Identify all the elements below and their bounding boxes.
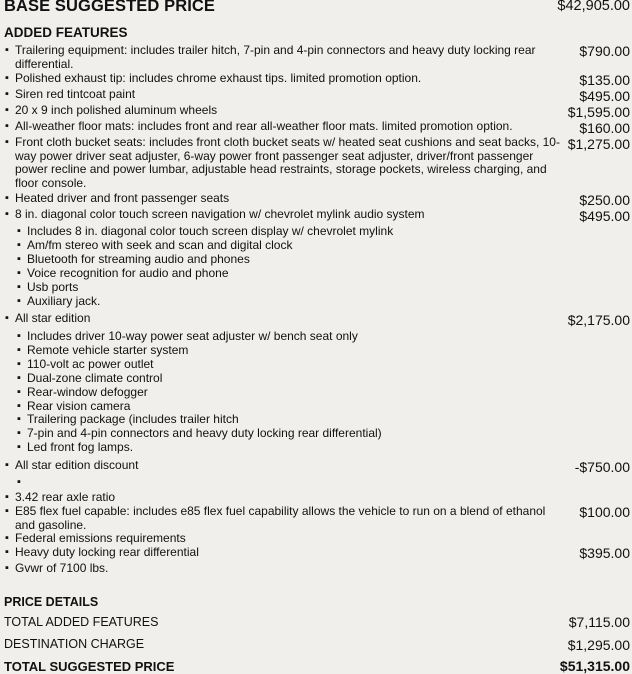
list-item [5,120,561,134]
sub-feature-text: 7-pin and 4-pin connectors and heavy duty locking rear differential) [27,426,382,440]
bullet-icon: ▪ [17,386,21,398]
sub-list-item [17,253,557,267]
feature-text: Polished exhaust tip: includes chrome exhaust tips. limited promotion option. [15,71,422,85]
sub-feature-text: Rear vision camera [27,399,131,413]
feature-text: 8 in. diagonal color touch screen navigation w/ chevrolet mylink audio system [15,207,425,221]
bullet-icon: ▪ [17,427,21,439]
total-added-features-value: $7,115.00 [568,614,630,630]
sub-list-item [17,267,557,281]
list-item [5,104,561,118]
feature-price: $160.00 [579,120,630,136]
bullet-icon: ▪ [5,546,9,558]
bullet-icon: ▪ [5,312,9,324]
base-price-title: BASE SUGGESTED PRICE [4,0,216,15]
sub-feature-text: Includes 8 in. diagonal color touch screen display w/ chevrolet mylink [27,224,394,238]
bullet-icon: ▪ [5,192,9,204]
list-item [5,532,561,546]
bullet-icon: ▪ [5,505,9,517]
sub-list-item [17,330,557,344]
sub-feature-text: Voice recognition for audio and phone [27,266,229,280]
feature-price: $2,175.00 [567,312,630,328]
bullet-icon: ▪ [5,208,9,220]
bullet-icon: ▪ [5,88,9,100]
bullet-icon: ▪ [17,330,21,342]
sub-list-item [17,413,557,427]
feature-text: Heavy duty locking rear differential [15,545,199,559]
sub-feature-text: Trailering package (includes trailer hitch [27,412,239,426]
list-item [5,44,561,71]
bullet-icon: ▪ [5,491,9,503]
total-suggested-price-value: $51,315.00 [559,658,630,674]
feature-text: E85 flex fuel capable: includes e85 flex fuel capability allows the vehicle to run on a blend of ethanol and gasoline. [15,504,546,532]
sub-feature-text: Bluetooth for streaming audio and phones [27,252,250,266]
sub-feature-text: Auxiliary jack. [27,294,101,308]
sub-feature-text: Usb ports [27,280,79,294]
bullet-icon: ▪ [5,136,9,148]
total-added-features-label: TOTAL ADDED FEATURES [4,615,159,629]
bullet-icon: ▪ [5,562,9,574]
feature-text: Siren red tintcoat paint [15,87,136,101]
sub-list-item [17,427,557,441]
list-item [5,505,561,532]
added-features-heading: ADDED FEATURES [4,25,128,40]
feature-price: $395.00 [579,545,630,561]
feature-price: $100.00 [579,504,630,520]
feature-price: $135.00 [579,72,630,88]
bullet-icon: ▪ [17,267,21,279]
sub-feature-text: 110-volt ac power outlet [27,357,154,371]
feature-price: $790.00 [579,43,630,59]
bullet-icon: ▪ [17,372,21,384]
sub-feature-text: Remote vehicle starter system [27,343,189,357]
sub-list-item [17,225,557,239]
list-item [5,192,561,206]
list-item [5,208,561,222]
feature-price: $1,595.00 [567,104,630,120]
bullet-icon: ▪ [17,253,21,265]
bullet-icon: ▪ [5,459,9,471]
feature-price: -$750.00 [574,459,630,475]
feature-text: 20 x 9 inch polished aluminum wheels [15,103,218,117]
list-item [5,136,561,190]
sub-feature-text: Led front fog lamps. [27,440,134,454]
bullet-icon: ▪ [17,239,21,251]
sub-feature-text: Dual-zone climate control [27,371,163,385]
bullet-icon: ▪ [17,281,21,293]
feature-text: Front cloth bucket seats: includes front cloth bucket seats w/ heated seat cushions and seat backs, 10-way power driver seat adjuster, 6-way power front passenger seat adjuster, driver/front passenger power recline and power lumbar, adjustable head restraints, storage pockets, wireless charging, and floor console. [15,135,560,190]
sub-list-item [17,441,557,455]
bullet-icon: ▪ [17,295,21,307]
bullet-icon: ▪ [17,344,21,356]
list-item [5,562,561,576]
feature-text: All star edition [15,311,91,325]
bullet-icon: ▪ [5,532,9,544]
sub-feature-text: Rear-window defogger [27,385,148,399]
list-item [5,459,561,473]
bullet-icon: ▪ [17,413,21,425]
list-item [5,546,561,560]
bullet-icon: ▪ [5,104,9,116]
feature-text: Federal emissions requirements [15,531,186,545]
bullet-icon: ▪ [5,120,9,132]
sub-list-item [17,239,557,253]
bullet-icon: ▪ [17,358,21,370]
list-item [5,88,561,102]
feature-price: $495.00 [579,88,630,104]
sub-list-item [17,372,557,386]
feature-price: $250.00 [579,192,630,208]
list-item [5,72,561,86]
feature-text: Trailering equipment: includes trailer hitch, 7-pin and 4-pin connectors and heavy duty locking rear differential. [15,43,536,71]
base-price-value: $42,905.00 [557,0,630,14]
bullet-icon: ▪ [17,400,21,412]
bullet-icon: ▪ [17,476,21,488]
bullet-icon: ▪ [5,44,9,56]
sub-list-item [17,386,557,400]
destination-charge-value: $1,295.00 [567,637,630,653]
total-suggested-price-label: TOTAL SUGGESTED PRICE [4,659,175,674]
feature-price: $495.00 [579,208,630,224]
sub-feature-text: Am/fm stereo with seek and scan and digital clock [27,238,293,252]
feature-text: 3.42 rear axle ratio [15,490,116,504]
sub-feature-text: Includes driver 10-way power seat adjuster w/ bench seat only [27,329,358,343]
feature-price: $1,275.00 [567,136,630,152]
bullet-icon: ▪ [17,225,21,237]
list-item [5,491,561,505]
bullet-icon: ▪ [17,441,21,453]
price-details-heading: PRICE DETAILS [4,595,99,609]
list-item [5,312,561,326]
sub-list-item [17,344,557,358]
sub-list-item [17,281,557,295]
feature-text: All star edition discount [15,458,139,472]
sub-list-item [17,295,557,309]
bullet-icon: ▪ [5,72,9,84]
feature-text: Heated driver and front passenger seats [15,191,230,205]
sub-list-item [17,358,557,372]
feature-text: Gvwr of 7100 lbs. [15,561,109,575]
destination-charge-label: DESTINATION CHARGE [4,637,145,651]
feature-text: All-weather floor mats: includes front and rear all-weather floor mats. limited promotion option. [15,119,513,133]
